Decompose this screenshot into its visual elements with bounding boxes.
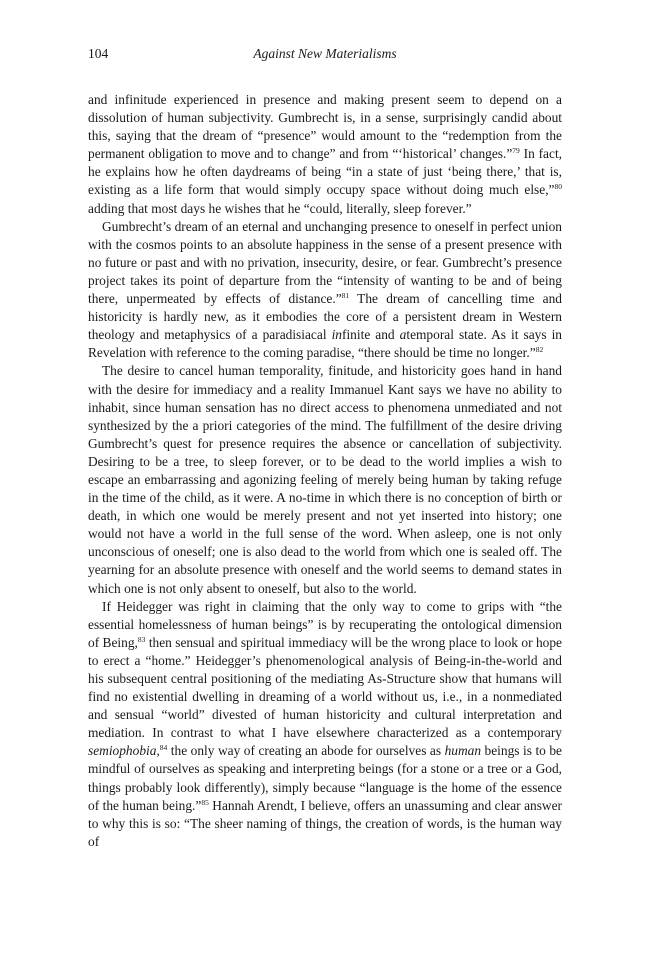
text-run: temporal state. As it says in Revelation with reference to the coming paradise, “there should be time no longer.”	[88, 327, 562, 361]
text-run: ,	[156, 743, 160, 759]
footnote-ref: 85	[201, 797, 209, 807]
page-number: 104	[88, 46, 109, 61]
text-run: beings is to be mindful of ourselves as speaking and interpreting beings (for a stone or a tree or a God, things probably look differently), simply because “language is the home of the essence of the human being.”	[88, 743, 563, 813]
emphasis-text: semiophobia	[88, 743, 157, 759]
footnote-ref: 80	[554, 182, 562, 192]
text-run: Gumbrecht’s dream of an eternal and unchanging presence to oneself in perfect union with the cosmos points to an absolute happiness in the sense of a present presence with no future or past and with no privation, insecurity, desire, or fear. Gumbrecht’s presence project takes its point of departure from the “intensity of wanting to be and of being there, unpermeated by effects of distance.”	[88, 218, 562, 307]
text-run: adding that most days he wishes that he “could, literally, sleep forever.”	[88, 200, 472, 216]
paragraph	[88, 598, 562, 851]
emphasis-text: in	[331, 327, 342, 343]
paragraph	[88, 218, 562, 363]
footnote-ref: 82	[535, 345, 544, 355]
text-run: The desire to cancel human temporality, finitude, and historicity goes hand in hand with the desire for immediacy and a reality Immanuel Kant says we have no ability to inhabit, since human sensation has no direct access to phenomena unmediated and not synthesized by the a priori categories of the mind. The fulfillment of the desire driving Gumbrecht’s quest for presence requires the absence or cancellation of subjectivity. Desiring to be a tree, to sleep forever, or to be dead to the world implies a wish to escape an embarrassing and agonizing feeling of merely being human by taking refuge in the time of the child, as it were. A no-time in which there is no conception of birth or death, in which one would be merely present and not yet inserted into history; one would not have a world in the full sense of the word. When asleep, one is not only unconscious of oneself; one is also dead to the world from which one is sealed off. The yearning for an absolute presence with oneself and the world seems to demand states in which one is not only absent to oneself, but also to the world.	[88, 363, 562, 596]
running-title: Against New Materialisms	[253, 46, 397, 61]
text-run: then sensual and spiritual immediacy will be the wrong place to look or hope to erect a “home.” Heidegger’s phenomenological analysis of Being-in-the-world and his subsequent central positioning of the mediating As-Structure show that humans will find no existential dwelling in dreaming of a world without us, i.e., in a nonmediated and sensual “world” divested of human historicity and cultural interpretation and mediation. In contrast to what I have elsewhere characterized as a contemporary	[88, 634, 562, 741]
running-head	[88, 46, 562, 66]
text-run: The dream of cancelling time and historicity is hardly new, as it embodies the core of a persistent dream in Western theology and metaphysics of a paradisiacal	[88, 291, 562, 343]
text-run: the only way of creating an abode for ourselves as	[167, 743, 445, 759]
emphasis-text: human	[444, 743, 482, 759]
footnote-ref: 81	[341, 291, 350, 301]
paragraph	[88, 91, 562, 218]
text-run: Hannah Arendt, I believe, offers an unassuming and clear answer to why this is so: “The sheer naming of things, the creation of words, is the human way of	[88, 797, 563, 849]
footnote-ref: 83	[137, 634, 146, 644]
footnote-ref: 79	[512, 146, 520, 156]
paragraph	[88, 362, 562, 597]
text-run: If Heidegger was right in claiming that the only way to come to grips with “the essential homelessness of human beings” is by recuperating the ontological dimension of Being,	[88, 598, 562, 650]
emphasis-text: a	[399, 327, 407, 343]
footnote-ref: 84	[159, 743, 168, 753]
text-run: finite and	[342, 327, 400, 343]
text-run: In fact, he explains how he often daydreams of being “in a state of just ‘being there,’ that is, existing as a life form that would simply occupy space without doing much else,”	[88, 146, 563, 198]
body-text	[88, 91, 562, 851]
text-run: and infinitude experienced in presence and making present seem to depend on a dissolution of human subjectivity. Gumbrecht is, in a sense, surprisingly candid about this, saying that the dream of “presence” would amount to the “redemption from the permanent obligation to move and to change” and from “‘historical’ changes.”	[88, 92, 562, 162]
